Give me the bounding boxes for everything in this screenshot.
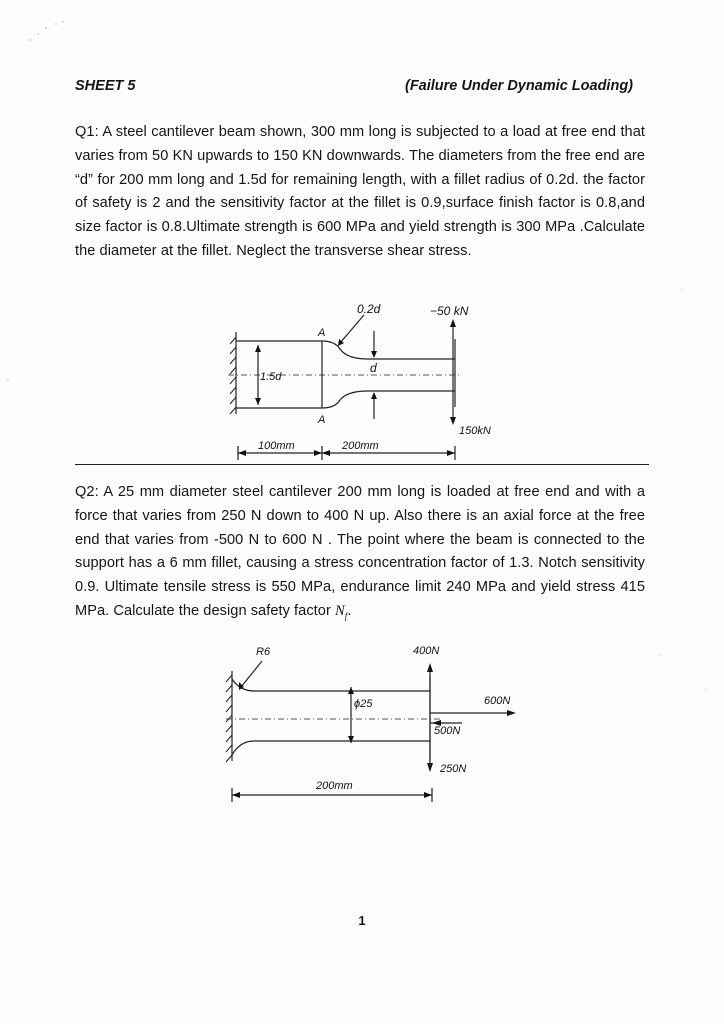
- q1-text: Q1: A steel cantilever beam shown, 300 mm long is subjected to a load at free end that varies from 50 KN upwards to 150 KN downwards. The diameters from the free end are “d” for 200 mm long and 1.5d for remaining length, with a fillet radius of 0.2d. the factor of safety is 2 and the sensitivity factor at the fillet is 0.9,surface finish factor is 0.8,and size factor is 0.8.Ultimate strength is 600 MPa and yield strength is 300 MPa .Calculate the diameter at the fillet. Neglect the transverse shear stress.: [75, 124, 645, 259]
- sheet-topic: (Failure Under Dynamic Loading): [405, 78, 633, 94]
- q1-small-dia-label: d: [370, 361, 377, 375]
- q1-right-length-label: 200mm: [342, 440, 379, 452]
- q1-fillet-label: 0.2d: [357, 302, 381, 316]
- q2-arrowhead-dim-left: [232, 792, 240, 798]
- q1-arrowhead-big-bottom: [255, 398, 261, 405]
- q1-arrowhead-big-top: [255, 345, 261, 352]
- q2-down-load-label: 250N: [440, 763, 467, 775]
- q1-section-a-bottom: A: [318, 414, 326, 426]
- q2-up-load-label: 400N: [413, 645, 440, 657]
- sheet-title: SHEET 5: [75, 78, 136, 94]
- q1-arrowhead-section-bottom: [371, 392, 377, 399]
- q2-fillet-label: R6: [256, 646, 271, 658]
- q1-section-a-top: A: [318, 327, 326, 339]
- q2-axial-left-label: 500N: [434, 725, 461, 737]
- q1-arrowhead-down-load: [450, 417, 456, 425]
- q2-length-label: 200mm: [316, 780, 353, 792]
- q1-arrowhead-dim-right: [447, 450, 455, 456]
- q1-up-load-label: −50 kN: [430, 304, 469, 318]
- q1-arrowhead-section-top: [371, 351, 377, 358]
- section-divider: [75, 464, 649, 465]
- q2-wall-hatch: [226, 675, 232, 762]
- q2-fillet-leader: [241, 661, 262, 687]
- q2-text: [75, 481, 645, 629]
- q2-text-body: Q2: A 25 mm diameter steel cantilever 200 mm long is loaded at free end and with a force that varies from 250 N down to 400 N up. Also there is an axial force at the free end that varies from -500 N to 600 N . The point where the beam is connected to the support has a 6 mm fillet, causing a stress concentration factor of 1.3. Notch sensitivity 0.9. Ultimate tensile stress is 550 MPa, endurance limit 240 MPa and yield stress 415 MPa. Calculate the design safety factor: [75, 484, 645, 619]
- q2-diameter-label: ϕ25: [354, 698, 373, 710]
- q2-symbol-sub: f: [344, 610, 348, 621]
- q1-arrowhead-dim-left: [238, 450, 246, 456]
- q1-big-dia-label: 1.5d: [260, 371, 282, 383]
- q2-figure: [0, 635, 724, 805]
- q1-wall-hatch: [230, 337, 236, 414]
- q2-text-end: .: [347, 602, 352, 619]
- q2-arrowhead-axial-right: [507, 710, 516, 716]
- q2-arrowhead-dia-bottom: [348, 736, 354, 743]
- q1-left-length-label: 100mm: [258, 440, 295, 452]
- q1-figure: [0, 295, 724, 475]
- q2-symbol: N: [334, 602, 345, 619]
- q1-down-load-label: 150kN: [459, 425, 491, 437]
- page-number: 1: [358, 913, 366, 928]
- q2-shaft: [232, 679, 430, 755]
- q2-arrowhead-dim-right: [424, 792, 432, 798]
- q1-arrowhead-up-load: [450, 319, 456, 327]
- q1-fillet-leader: [340, 315, 364, 343]
- q2-axial-right-label: 600N: [484, 695, 511, 707]
